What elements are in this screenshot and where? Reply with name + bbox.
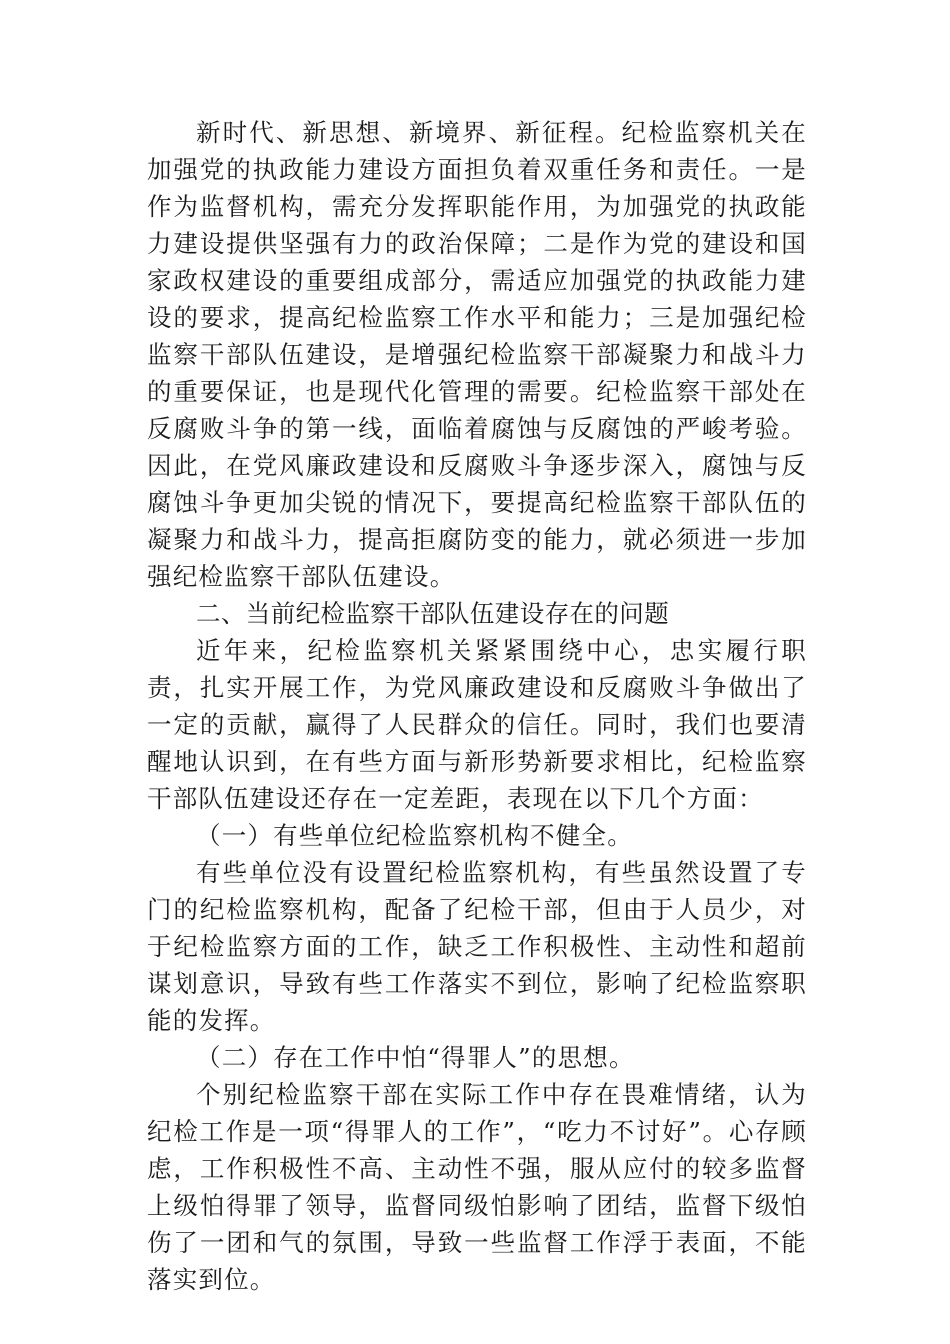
body-paragraph: 个别纪检监察干部在实际工作中存在畏难情绪，认为纪检工作是一项“得罪人的工作”，“吃力不讨好”。心存顾虑，工作积极性不高、主动性不强，服从应付的较多监督上级怕得罪了领导，监督同级怕影响了团结，监督下级怕伤了一团和气的氛围，导致一些监督工作浮于表面，不能落实到位。 <box>147 1080 807 1294</box>
subsection-heading: （二）存在工作中怕“得罪人”的思想。 <box>196 1043 635 1072</box>
subsection-heading: （一）有些单位纪检监察机构不健全。 <box>196 821 633 850</box>
body-paragraph: 近年来，纪检监察机关紧紧围绕中心，忠实履行职责，扎实开展工作，为党风廉政建设和反腐败斗争做出了一定的贡献，赢得了人民群众的信任。同时，我们也要清醒地认识到，在有些方面与新形势新要求相比，纪检监察干部队伍建设还存在一定差距，表现在以下几个方面： <box>147 636 807 813</box>
section-heading: 二、当前纪检监察干部队伍建设存在的问题 <box>196 599 670 628</box>
body-paragraph: 新时代、新思想、新境界、新征程。纪检监察机关在加强党的执政能力建设方面担负着双重任务和责任。一是作为监督机构，需充分发挥职能作用，为加强党的执政能力建设提供坚强有力的政治保障；二是作为党的建设和国家政权建设的重要组成部分，需适应加强党的执政能力建设的要求，提高纪检监察工作水平和能力；三是加强纪检监察干部队伍建设，是增强纪检监察干部凝聚力和战斗力的重要保证，也是现代化管理的需要。纪检监察干部处在反腐败斗争的第一线，面临着腐蚀与反腐蚀的严峻考验。因此，在党风廉政建设和反腐败斗争逐步深入，腐蚀与反腐蚀斗争更加尖锐的情况下，要提高纪检监察干部队伍的凝聚力和战斗力，提高拒腐防变的能力，就必须进一步加强纪检监察干部队伍建设。 <box>147 118 807 591</box>
body-paragraph: 有些单位没有设置纪检监察机构，有些虽然设置了专门的纪检监察机构，配备了纪检干部，但由于人员少，对于纪检监察方面的工作，缺乏工作积极性、主动性和超前谋划意识，导致有些工作落实不到位，影响了纪检监察职能的发挥。 <box>147 858 807 1035</box>
document-body <box>147 114 807 1298</box>
